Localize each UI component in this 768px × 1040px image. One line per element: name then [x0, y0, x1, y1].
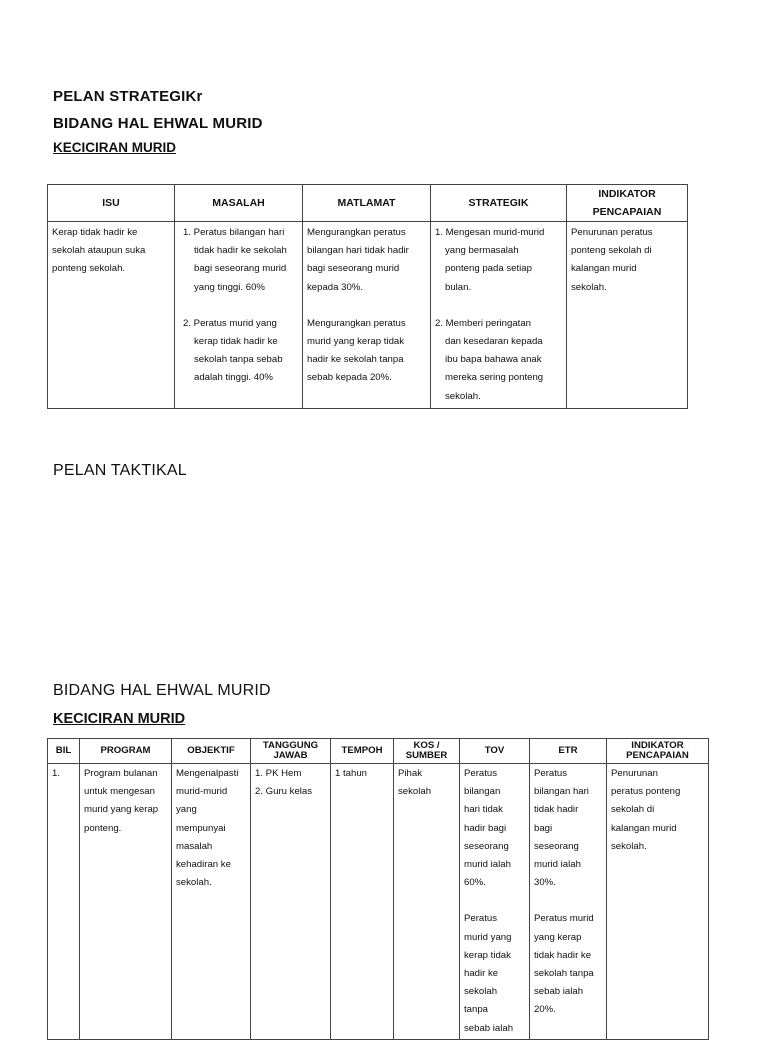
cell-program: Program bulanan untuk mengesan murid yang kerap ponteng. [80, 764, 172, 1040]
header-strategik: STRATEGIK [431, 185, 567, 222]
tactical-section-subtitle: KECICIRAN MURID [53, 711, 186, 727]
table-header-row [48, 739, 709, 764]
table-row [48, 764, 709, 1040]
strategic-plan-table [47, 184, 688, 409]
cell-strategik: 1. Mengesan murid-murid yang bermasalah ponteng pada setiap bulan. 2. Memberi peringatan dan kesedaran kepada ibu bapa bahawa anak mereka sering ponteng sekolah. [431, 222, 567, 409]
document-title: PELAN STRATEGIKr [53, 88, 203, 105]
header-tanggung-jawab: TANGGUNG JAWAB [251, 739, 331, 764]
header-indikator: INDIKATOR PENCAPAIAN [567, 185, 688, 222]
table-header-row [48, 185, 688, 222]
tactical-section-title: BIDANG HAL EHWAL MURID [53, 682, 271, 699]
cell-masalah: 1. Peratus bilangan hari tidak hadir ke sekolah bagi seseorang murid yang tinggi. 60% 2. Peratus murid yang kerap tidak hadir ke sekolah tanpa sebab adalah tinggi. 40% [175, 222, 303, 409]
cell-tov: Peratus bilangan hari tidak hadir bagi seseorang murid ialah 60%. Peratus murid yang kerap tidak hadir ke sekolah tanpa sebab ialah [460, 764, 530, 1040]
header-etr: ETR [530, 739, 607, 764]
cell-bil: 1. [48, 764, 80, 1040]
cell-kos-sumber: Pihak sekolah [394, 764, 460, 1040]
section-title: BIDANG HAL EHWAL MURID [53, 115, 263, 132]
tactical-plan-title: PELAN TAKTIKAL [53, 462, 187, 479]
cell-indikator: Penurunan peratus ponteng sekolah di kalangan murid sekolah. [607, 764, 709, 1040]
cell-isu: Kerap tidak hadir ke sekolah ataupun suka ponteng sekolah. [48, 222, 175, 409]
cell-objektif: Mengenalpasti murid-murid yang mempunyai masalah kehadiran ke sekolah. [172, 764, 251, 1040]
header-objektif: OBJEKTIF [172, 739, 251, 764]
header-tov: TOV [460, 739, 530, 764]
header-indikator: INDIKATOR PENCAPAIAN [607, 739, 709, 764]
header-bil: BIL [48, 739, 80, 764]
header-matlamat: MATLAMAT [303, 185, 431, 222]
header-kos-sumber: KOS / SUMBER [394, 739, 460, 764]
header-masalah: MASALAH [175, 185, 303, 222]
cell-indikator: Penurunan peratus ponteng sekolah di kalangan murid sekolah. [567, 222, 688, 409]
header-program: PROGRAM [80, 739, 172, 764]
tactical-plan-table [47, 738, 709, 1040]
cell-tanggung-jawab: 1. PK Hem 2. Guru kelas [251, 764, 331, 1040]
table-row [48, 222, 688, 409]
cell-matlamat: Mengurangkan peratus bilangan hari tidak hadir bagi seseorang murid kepada 30%. Mengurangkan peratus murid yang kerap tidak hadir ke sekolah tanpa sebab kepada 20%. [303, 222, 431, 409]
header-tempoh: TEMPOH [331, 739, 394, 764]
cell-etr: Peratus bilangan hari tidak hadir bagi seseorang murid ialah 30%. Peratus murid yang kerap tidak hadir ke sekolah tanpa sebab ialah 20%. [530, 764, 607, 1040]
header-isu: ISU [48, 185, 175, 222]
cell-tempoh: 1 tahun [331, 764, 394, 1040]
section-subtitle: KECICIRAN MURID [53, 140, 176, 155]
